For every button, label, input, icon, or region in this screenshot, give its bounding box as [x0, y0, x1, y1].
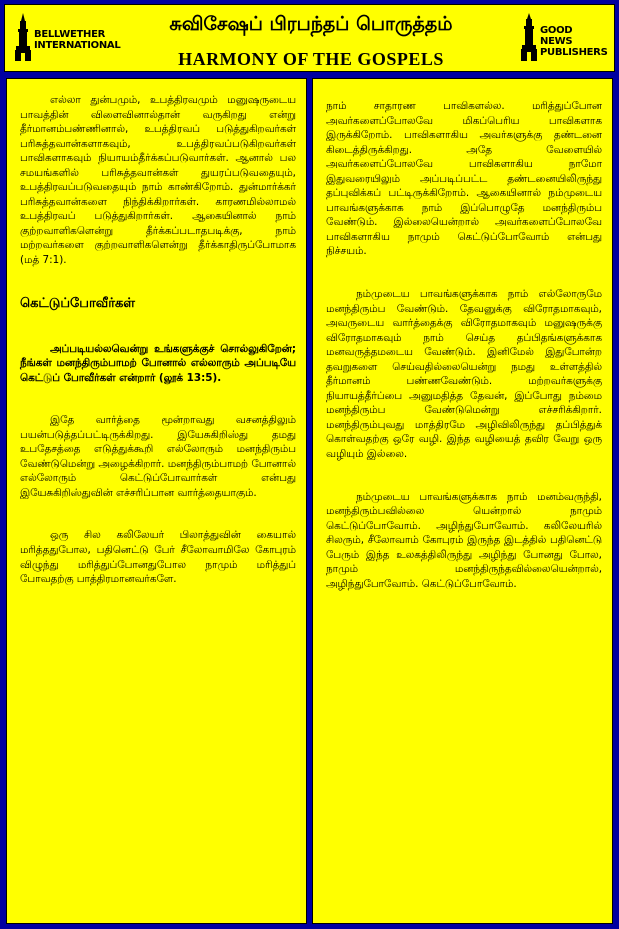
left-paragraph-3: இதே வார்த்தை மூன்றாவது வசனத்திலும் பயன்படுத்தப்பட்டிருக்கிறது. இயேசுகிறிஸ்து தமது உபதேசத்தை எடுத்துக்கூறி எல்லோரும் மனந்திரும்ப வேண்டுமென்று அழைக்கிறார். மனந்திரும்பாமற் போனால் எல்லோரும் கெட்டுப்போவார்கள் என்பது இயேசுகிறிஸ்துவின் எச்சரிப்பான வார்த்தையாகும். [20, 414, 296, 499]
bell-tower-icon [13, 13, 33, 63]
tower-icon [520, 13, 538, 63]
right-paragraph-1: நாம் சாதாரண பாவிகளல்ல. மரித்துப்போன அவர்களைப்போலவே மிகப்பெரிய பாவிகளாக இருக்கிறோம். பாவிகளாகிய அவர்களுக்கு தண்டனை கிடைத்திருக்கிறது. அதே வேளையில் அவர்களைப்போலவே பாவிகளாகிய நாமோ இதுவரையிலும் அப்படிப்பட்ட தண்டனையிலிருந்து தப்புவிக்கப் பட்டிருக்கிறோம். ஆகையினால் நம்முடைய பாவங்களுக்காக நாம் இப்பொழுதே மனந்திரும்ப வேண்டும். இல்லையென்றால் அவர்களைப்போலவே பாவிகளாகிய நாமும் கெட்டுப்போவோம் என்பது நிச்சயம். [326, 100, 602, 258]
bellwether-logo [11, 11, 121, 67]
right-paragraph-2: நம்முடைய பாவங்களுக்காக நாம் எல்லோருமே மனந்திரும்ப வேண்டும். தேவனுக்கு விரோதமாகவும், அவருடைய வார்த்தைக்கு விரோதமாகவும் மனுஷருக்கு விரோதமாகவும் நாம் செய்த தப்பிதங்களுக்காக மனவருத்தமடைய வேண்டும். இனிமேல் இதுபோன்ற தவறுகளை செய்வதில்லையென்று நமது உள்ளத்தில் தீர்மானம் பண்ணவேண்டும். மற்றவர்களுக்கு நியாயத்தீர்ப்பை அனுமதித்த தேவன், இப்போது நம்மை மனந்திரும்ப வேண்டுமென்று எச்சரிக்கிறார். மனந்திரும்புவது மாத்திரமே அழிவிலிருந்து தப்பித்துக் கொள்வதற்கு ஒரே வழி. இந்த வழியைத் தவிர வேறு ஒரு வழியும் இல்லை. [326, 288, 602, 461]
right-paragraph-3: நம்முடைய பாவங்களுக்காக நாம் மனம்வருந்தி, மனந்திரும்பவில்லை யென்றால் நாமும் கெட்டுப்போவோம். அழிந்துபோவோம். கலிலேயரில் சிலரும், சீலோவாம் கோபுரம் இருந்த இடத்தில் பதினெட்டு பேரும் இந்த உலகத்திலிருந்து அழிந்து போனது போல, நாமும் மனந்திருந்தவில்லையென்றால், அழிந்துபோவோம். கெட்டுப்போவோம். [326, 490, 602, 590]
page-title-english: HARMONY OF THE GOSPELS [178, 49, 444, 69]
scripture-quote: அப்படியல்லவென்று உங்களுக்குச் சொல்லுகிறேன்; நீங்கள் மனந்திரும்பாமற் போனால் எல்லாரும் அப்படியே கெட்டுப் போவீர்கள் என்றார் (லூக் 13:5). [20, 342, 296, 384]
left-column [6, 78, 307, 924]
good-news-logo [518, 11, 608, 67]
left-paragraph-1: எல்லா துன்பமும், உபத்திரவமும் மனுஷருடைய பாவத்தின் விளைவினால்தான் வருகிறது என்று தீர்மானம்பண்ணினால், உபத்திரவப் படுத்துகிறவர்கள் பரிசுத்தவான்களாகவும், உபத்திரவப்படுகிறவர்கள் பாவிகளாகவும் நியாயம்தீர்க்கப்படுவார்கள். ஆனால் பல சமயங்களில் பரிசுத்தவான்கள் துயரப்படுவதையும், உபத்திரவப்படுவதையும் நாம் காண்கிறோம். துன்மார்க்கர் பரிசுத்தவான்களை நிந்திக்கிறார்கள். காரணமில்லாமல் உபத்திரவப் படுத்துகிறார்கள். ஆகையினால் நாம் குற்றவாளிகளென்று தீர்க்கப்படாதபடிக்கு, நாம் மற்றவர்களை குற்றவாளிகளென்று தீர்க்காதிருப்போமாக (மத் 7:1). [20, 94, 296, 267]
bellwether-logo-text: BELLWETHER INTERNATIONAL [34, 29, 121, 51]
good-news-logo-text: GOOD NEWS PUBLISHERS [540, 25, 608, 58]
page-header [4, 4, 615, 72]
right-column [312, 78, 613, 924]
left-paragraph-4: ஒரு சில கலிலேயர் பிலாத்துவின் கையால் மரித்ததுபோல, பதினெட்டு பேர் சீலோவாமிலே கோபுரம் விழுந்து மரித்துப்போனதுபோல நாமும் மரித்துப் போவதற்கு பாத்திரமானவர்களே. [20, 529, 296, 586]
section-heading: கெட்டுப்போவீர்கள் [20, 295, 136, 311]
page-title-tamil: சுவிசேஷப் பிரபந்தப் பொருத்தம் [169, 13, 453, 35]
